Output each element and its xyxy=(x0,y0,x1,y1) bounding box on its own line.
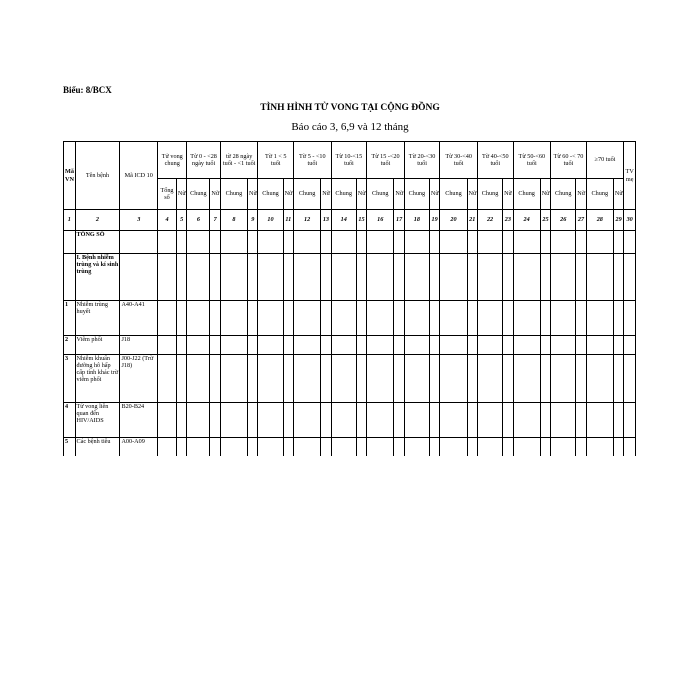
value-cell xyxy=(331,438,356,457)
header-nu: Nữ xyxy=(613,179,623,210)
value-cell xyxy=(283,254,293,301)
value-cell xyxy=(624,254,636,301)
value-cell xyxy=(176,438,186,457)
header-age-group: Từ 60 -< 70 tuổi xyxy=(551,142,587,179)
header-nu: Nữ xyxy=(356,179,366,210)
value-cell xyxy=(467,231,477,254)
row-icd-code: J00-J22 (Trừ J18) xyxy=(120,355,158,403)
header-age-group: Từ 0 - <28 ngày tuổi xyxy=(187,142,220,179)
header-ma-icd: Mã ICD 10 xyxy=(120,142,158,210)
value-cell xyxy=(158,355,177,403)
value-cell xyxy=(394,438,404,457)
value-cell xyxy=(513,254,540,301)
value-cell xyxy=(258,231,283,254)
value-cell xyxy=(503,403,513,438)
column-number: 28 xyxy=(586,210,613,231)
value-cell xyxy=(367,301,394,336)
value-cell xyxy=(576,355,586,403)
value-cell xyxy=(356,438,366,457)
header-chung: Chung xyxy=(367,179,394,210)
column-number: 12 xyxy=(294,210,321,231)
value-cell xyxy=(478,336,503,355)
value-cell xyxy=(404,403,429,438)
header-chung: Chung xyxy=(220,179,247,210)
row-stt xyxy=(64,231,76,254)
value-cell xyxy=(429,355,439,403)
value-cell xyxy=(478,231,503,254)
column-number: 23 xyxy=(503,210,513,231)
header-nu: Nữ xyxy=(503,179,513,210)
value-cell xyxy=(613,438,623,457)
column-number: 1 xyxy=(64,210,76,231)
value-cell xyxy=(220,231,247,254)
row-disease-name: Nhiễm trùng huyết xyxy=(75,301,120,336)
value-cell xyxy=(187,438,210,457)
value-cell xyxy=(404,336,429,355)
row-icd-code xyxy=(120,254,158,301)
header-nu: Nữ xyxy=(283,179,293,210)
value-cell xyxy=(503,336,513,355)
value-cell xyxy=(467,254,477,301)
value-cell xyxy=(248,438,258,457)
header-chung: Chung xyxy=(294,179,321,210)
table-row xyxy=(64,231,636,254)
value-cell xyxy=(258,336,283,355)
value-cell xyxy=(576,231,586,254)
header-chung: Chung xyxy=(258,179,283,210)
value-cell xyxy=(586,301,613,336)
report-title: TÌNH HÌNH TỬ VONG TẠI CỘNG ĐỒNG xyxy=(260,103,440,113)
value-cell xyxy=(624,403,636,438)
value-cell xyxy=(576,301,586,336)
value-cell xyxy=(176,403,186,438)
table-row xyxy=(64,254,636,301)
value-cell xyxy=(356,301,366,336)
value-cell xyxy=(551,403,576,438)
row-stt xyxy=(64,254,76,301)
value-cell xyxy=(356,403,366,438)
column-number: 26 xyxy=(551,210,576,231)
value-cell xyxy=(220,355,247,403)
value-cell xyxy=(429,231,439,254)
value-cell xyxy=(331,336,356,355)
value-cell xyxy=(586,254,613,301)
value-cell xyxy=(210,403,220,438)
column-number: 19 xyxy=(429,210,439,231)
header-chung: Chung xyxy=(478,179,503,210)
value-cell xyxy=(576,438,586,457)
header-age-group: Từ 10-<15 tuổi xyxy=(331,142,367,179)
value-cell xyxy=(294,403,321,438)
value-cell xyxy=(367,231,394,254)
value-cell xyxy=(294,231,321,254)
value-cell xyxy=(586,336,613,355)
column-number: 9 xyxy=(248,210,258,231)
value-cell xyxy=(294,301,321,336)
value-cell xyxy=(220,438,247,457)
value-cell xyxy=(356,254,366,301)
column-number: 29 xyxy=(613,210,623,231)
value-cell xyxy=(283,403,293,438)
value-cell xyxy=(440,231,467,254)
value-cell xyxy=(613,231,623,254)
column-number: 21 xyxy=(467,210,477,231)
value-cell xyxy=(158,301,177,336)
header-nu: Nữ xyxy=(576,179,586,210)
header-age-group: Từ 15 -<20 tuổi xyxy=(367,142,405,179)
value-cell xyxy=(248,301,258,336)
value-cell xyxy=(624,231,636,254)
column-number: 14 xyxy=(331,210,356,231)
value-cell xyxy=(158,336,177,355)
value-cell xyxy=(429,301,439,336)
value-cell xyxy=(586,403,613,438)
value-cell xyxy=(503,254,513,301)
value-cell xyxy=(367,336,394,355)
header-nu: Nữ xyxy=(394,179,404,210)
column-number: 3 xyxy=(120,210,158,231)
value-cell xyxy=(540,355,550,403)
value-cell xyxy=(576,403,586,438)
header-age-group: Từ 20-<30 tuổi xyxy=(404,142,440,179)
row-icd-code xyxy=(120,231,158,254)
value-cell xyxy=(513,231,540,254)
column-number: 10 xyxy=(258,210,283,231)
value-cell xyxy=(440,355,467,403)
row-stt: 5 xyxy=(64,438,76,457)
value-cell xyxy=(210,231,220,254)
value-cell xyxy=(187,336,210,355)
row-icd-code: B20-B24 xyxy=(120,403,158,438)
value-cell xyxy=(576,254,586,301)
value-cell xyxy=(467,355,477,403)
value-cell xyxy=(394,301,404,336)
value-cell xyxy=(331,231,356,254)
header-nu: Nữ xyxy=(321,179,331,210)
row-icd-code: A40-A41 xyxy=(120,301,158,336)
column-number: 11 xyxy=(283,210,293,231)
value-cell xyxy=(394,355,404,403)
value-cell xyxy=(624,438,636,457)
header-nu: Nữ xyxy=(467,179,477,210)
value-cell xyxy=(210,438,220,457)
value-cell xyxy=(187,301,210,336)
column-number: 13 xyxy=(321,210,331,231)
table-row xyxy=(64,438,636,457)
header-age-group: Từ 30-<40 tuổi xyxy=(440,142,478,179)
column-number: 16 xyxy=(367,210,394,231)
value-cell xyxy=(540,336,550,355)
column-number: 2 xyxy=(75,210,120,231)
value-cell xyxy=(394,231,404,254)
row-disease-name: I. Bệnh nhiễm trùng và kí sinh trùng xyxy=(75,254,120,301)
value-cell xyxy=(394,336,404,355)
header-chung: Chung xyxy=(404,179,429,210)
value-cell xyxy=(440,254,467,301)
value-cell xyxy=(440,301,467,336)
value-cell xyxy=(283,336,293,355)
value-cell xyxy=(248,254,258,301)
value-cell xyxy=(513,336,540,355)
value-cell xyxy=(551,355,576,403)
value-cell xyxy=(176,336,186,355)
form-code: Biểu: 8/BCX xyxy=(63,85,112,95)
value-cell xyxy=(220,301,247,336)
value-cell xyxy=(513,355,540,403)
value-cell xyxy=(613,355,623,403)
value-cell xyxy=(294,254,321,301)
value-cell xyxy=(294,336,321,355)
header-nu: Nữ xyxy=(248,179,258,210)
value-cell xyxy=(429,438,439,457)
value-cell xyxy=(404,438,429,457)
row-disease-name: Viêm phổi xyxy=(75,336,120,355)
value-cell xyxy=(440,403,467,438)
column-number: 22 xyxy=(478,210,503,231)
value-cell xyxy=(503,355,513,403)
value-cell xyxy=(210,355,220,403)
header-ten-benh: Tên bệnh xyxy=(75,142,120,210)
value-cell xyxy=(404,254,429,301)
value-cell xyxy=(158,231,177,254)
value-cell xyxy=(551,438,576,457)
column-number: 24 xyxy=(513,210,540,231)
value-cell xyxy=(356,336,366,355)
value-cell xyxy=(321,403,331,438)
value-cell xyxy=(331,301,356,336)
header-age-group: Từ 40-<50 tuổi xyxy=(478,142,514,179)
value-cell xyxy=(294,355,321,403)
value-cell xyxy=(478,254,503,301)
value-cell xyxy=(540,438,550,457)
value-cell xyxy=(356,231,366,254)
row-stt: 4 xyxy=(64,403,76,438)
column-number: 6 xyxy=(187,210,210,231)
value-cell xyxy=(321,231,331,254)
value-cell xyxy=(551,336,576,355)
table-row xyxy=(64,301,636,336)
value-cell xyxy=(321,254,331,301)
value-cell xyxy=(210,254,220,301)
row-disease-name: Nhiễm khuẩn đường hô hấp cấp tính khác trừ viêm phổi xyxy=(75,355,120,403)
header-age-group: từ 28 ngày tuổi - <1 tuổi xyxy=(220,142,258,179)
value-cell xyxy=(467,403,477,438)
value-cell xyxy=(283,355,293,403)
header-chung: Chung xyxy=(513,179,540,210)
row-disease-name: Các bệnh tiêu xyxy=(75,438,120,457)
value-cell xyxy=(321,336,331,355)
value-cell xyxy=(248,403,258,438)
value-cell xyxy=(613,336,623,355)
value-cell xyxy=(503,231,513,254)
column-number: 4 xyxy=(158,210,177,231)
column-number: 8 xyxy=(220,210,247,231)
value-cell xyxy=(429,254,439,301)
header-row xyxy=(64,142,636,179)
row-stt: 3 xyxy=(64,355,76,403)
value-cell xyxy=(176,355,186,403)
value-cell xyxy=(283,301,293,336)
value-cell xyxy=(624,301,636,336)
value-cell xyxy=(283,438,293,457)
value-cell xyxy=(404,355,429,403)
value-cell xyxy=(551,301,576,336)
row-disease-name: Tử vong liên quan đến HIV/AIDS xyxy=(75,403,120,438)
value-cell xyxy=(394,254,404,301)
header-chung: Chung xyxy=(551,179,576,210)
value-cell xyxy=(187,355,210,403)
value-cell xyxy=(258,403,283,438)
value-cell xyxy=(440,438,467,457)
value-cell xyxy=(478,403,503,438)
value-cell xyxy=(367,403,394,438)
value-cell xyxy=(248,336,258,355)
value-cell xyxy=(187,403,210,438)
header-nu: Nữ xyxy=(210,179,220,210)
value-cell xyxy=(367,254,394,301)
value-cell xyxy=(248,355,258,403)
value-cell xyxy=(551,254,576,301)
value-cell xyxy=(294,438,321,457)
value-cell xyxy=(187,254,210,301)
value-cell xyxy=(258,254,283,301)
value-cell xyxy=(586,231,613,254)
header-tong-so: Tổng số xyxy=(158,179,177,210)
value-cell xyxy=(367,438,394,457)
value-cell xyxy=(551,231,576,254)
value-cell xyxy=(158,438,177,457)
header-age-group: Từ 50-<60 tuổi xyxy=(513,142,551,179)
value-cell xyxy=(220,403,247,438)
value-cell xyxy=(467,301,477,336)
value-cell xyxy=(210,336,220,355)
value-cell xyxy=(624,336,636,355)
value-cell xyxy=(478,355,503,403)
table-row xyxy=(64,403,636,438)
value-cell xyxy=(429,336,439,355)
header-age-group: ≥70 tuổi xyxy=(586,142,624,179)
header-tv-me: TV mẹ xyxy=(624,142,636,210)
value-cell xyxy=(187,231,210,254)
value-cell xyxy=(321,438,331,457)
header-chung: Chung xyxy=(586,179,613,210)
value-cell xyxy=(440,336,467,355)
value-cell xyxy=(356,355,366,403)
header-nu: Nữ xyxy=(176,179,186,210)
value-cell xyxy=(176,254,186,301)
value-cell xyxy=(321,301,331,336)
row-stt: 1 xyxy=(64,301,76,336)
row-icd-code: J18 xyxy=(120,336,158,355)
value-cell xyxy=(220,254,247,301)
value-cell xyxy=(176,301,186,336)
value-cell xyxy=(158,254,177,301)
table-row xyxy=(64,355,636,403)
value-cell xyxy=(331,254,356,301)
column-number: 5 xyxy=(176,210,186,231)
header-nu: Nữ xyxy=(540,179,550,210)
column-number: 18 xyxy=(404,210,429,231)
value-cell xyxy=(321,355,331,403)
value-cell xyxy=(613,403,623,438)
header-chung: Chung xyxy=(187,179,210,210)
value-cell xyxy=(210,301,220,336)
column-number: 7 xyxy=(210,210,220,231)
value-cell xyxy=(404,231,429,254)
value-cell xyxy=(248,231,258,254)
value-cell xyxy=(258,438,283,457)
column-number: 27 xyxy=(576,210,586,231)
header-ma-vn: Mã VN xyxy=(64,142,76,210)
column-number: 30 xyxy=(624,210,636,231)
mortality-table xyxy=(63,141,636,456)
value-cell xyxy=(478,438,503,457)
row-disease-name: TỔNG SỐ xyxy=(75,231,120,254)
value-cell xyxy=(467,336,477,355)
value-cell xyxy=(624,355,636,403)
report-subtitle: Báo cáo 3, 6,9 và 12 tháng xyxy=(291,121,409,133)
value-cell xyxy=(331,355,356,403)
row-icd-code: A00-A09 xyxy=(120,438,158,457)
value-cell xyxy=(478,301,503,336)
value-cell xyxy=(586,438,613,457)
value-cell xyxy=(613,301,623,336)
table-row xyxy=(64,336,636,355)
value-cell xyxy=(503,301,513,336)
header-chung: Chung xyxy=(440,179,467,210)
value-cell xyxy=(258,355,283,403)
value-cell xyxy=(503,438,513,457)
value-cell xyxy=(513,403,540,438)
value-cell xyxy=(513,438,540,457)
value-cell xyxy=(586,355,613,403)
value-cell xyxy=(331,403,356,438)
value-cell xyxy=(367,355,394,403)
header-age-group: Từ 5 - <10 tuổi xyxy=(294,142,332,179)
value-cell xyxy=(394,403,404,438)
value-cell xyxy=(220,336,247,355)
value-cell xyxy=(540,403,550,438)
column-number: 17 xyxy=(394,210,404,231)
value-cell xyxy=(283,231,293,254)
value-cell xyxy=(176,231,186,254)
column-number: 15 xyxy=(356,210,366,231)
header-age-group: Tử vong chung xyxy=(158,142,187,179)
header-nu: Nữ xyxy=(429,179,439,210)
value-cell xyxy=(540,254,550,301)
value-cell xyxy=(613,254,623,301)
value-cell xyxy=(576,336,586,355)
value-cell xyxy=(158,403,177,438)
column-number: 25 xyxy=(540,210,550,231)
value-cell xyxy=(513,301,540,336)
value-cell xyxy=(258,301,283,336)
value-cell xyxy=(540,301,550,336)
header-chung: Chung xyxy=(331,179,356,210)
value-cell xyxy=(467,438,477,457)
column-number-row xyxy=(64,210,636,231)
value-cell xyxy=(404,301,429,336)
header-age-group: Từ 1 < 5 tuổi xyxy=(258,142,294,179)
row-stt: 2 xyxy=(64,336,76,355)
value-cell xyxy=(429,403,439,438)
value-cell xyxy=(540,231,550,254)
column-number: 20 xyxy=(440,210,467,231)
